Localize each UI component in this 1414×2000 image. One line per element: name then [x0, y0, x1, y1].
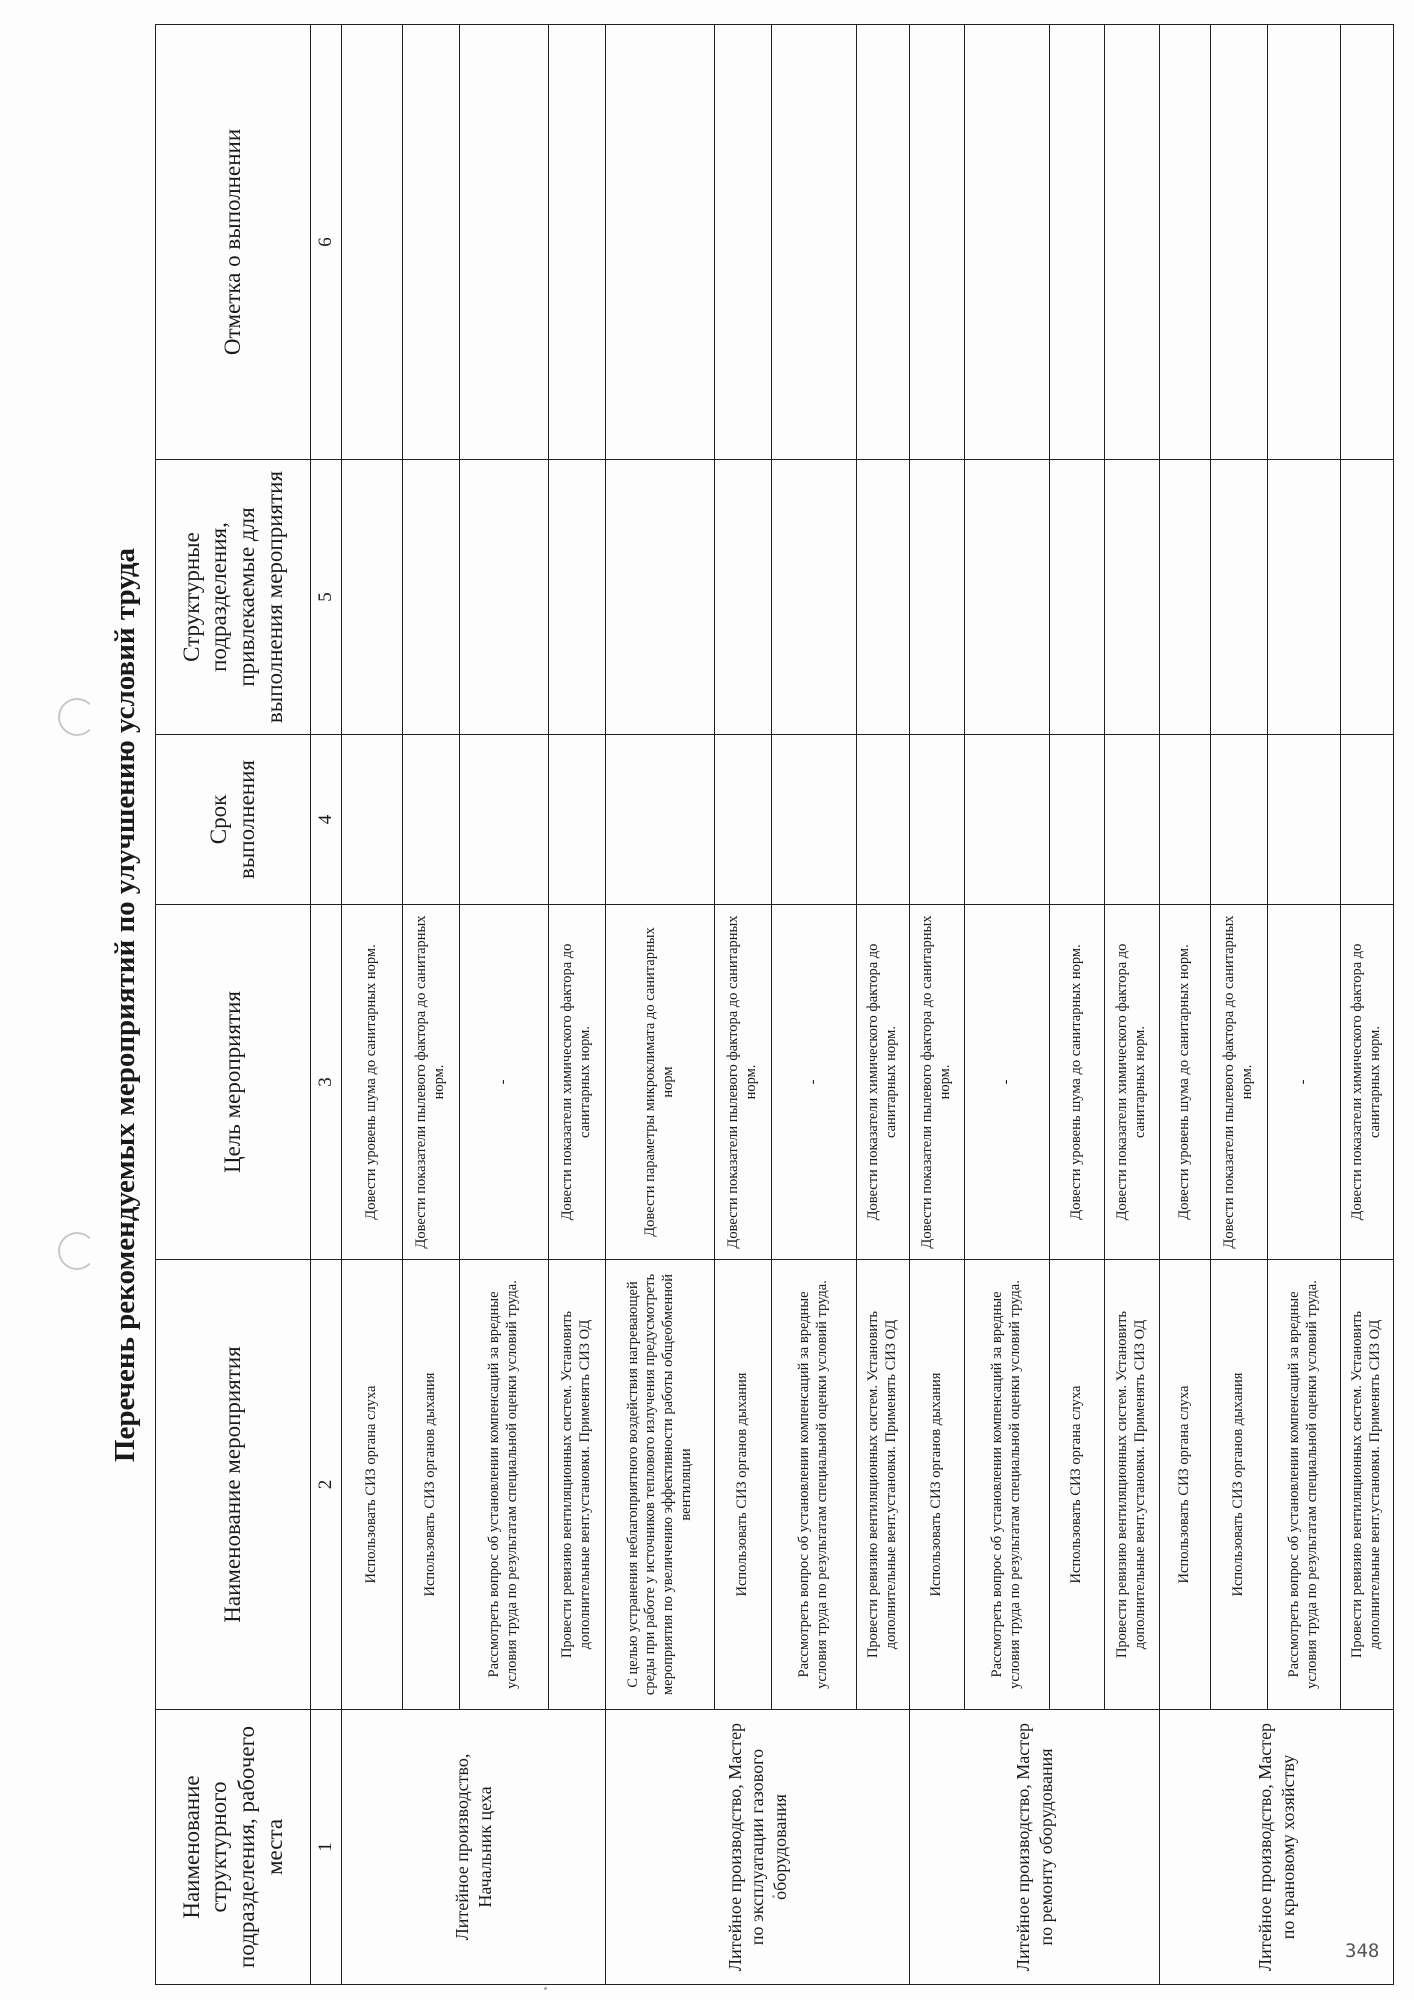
goal-cell: - — [965, 905, 1050, 1260]
mark-cell — [1160, 25, 1211, 460]
header-row — [156, 25, 311, 1985]
mark-cell — [1211, 25, 1268, 460]
goal-cell: Довести уровень шума до санитарных норм. — [1160, 905, 1211, 1260]
goal-cell: Довести показатели пылевого фактора до санитарных норм. — [910, 905, 965, 1260]
table-row — [460, 25, 549, 1985]
term-cell — [1268, 735, 1341, 905]
depts-cell — [1105, 460, 1160, 735]
header-mark: Отметка о выполнении — [156, 25, 311, 460]
mark-cell — [342, 25, 403, 460]
mark-cell — [857, 25, 910, 460]
mark-cell — [965, 25, 1050, 460]
measure-cell: Провести ревизию вентиляционных систем. Установить дополнительные вент.установки. Применять СИЗ ОД — [1341, 1260, 1394, 1710]
mark-cell — [1050, 25, 1105, 460]
measure-cell: Рассмотреть вопрос об установлении компенсаций за вредные условия труда по результатам специальной оценки условий труда. — [460, 1260, 549, 1710]
mark-cell — [606, 25, 715, 460]
term-cell — [715, 735, 772, 905]
column-number: 1 — [311, 1710, 342, 1985]
depts-cell — [1341, 460, 1394, 735]
depts-cell — [857, 460, 910, 735]
mark-cell — [549, 25, 606, 460]
punch-hole-mark — [58, 698, 96, 736]
table-row — [1105, 25, 1160, 1985]
page-number: 348 — [1345, 1940, 1380, 1962]
document-title: Перечень рекомендуемых мероприятий по улучшению условий труда — [109, 547, 141, 1463]
column-number: 4 — [311, 735, 342, 905]
mark-cell — [1105, 25, 1160, 460]
depts-cell — [342, 460, 403, 735]
measure-cell: Использовать СИЗ органов дыхания — [910, 1260, 965, 1710]
mark-cell — [772, 25, 857, 460]
column-number: 2 — [311, 1260, 342, 1710]
table-row — [715, 25, 772, 1985]
measure-cell: Использовать СИЗ органа слуха — [342, 1260, 403, 1710]
unit-name: Литейное производство, Мастер по крановому хозяйству — [1160, 1710, 1394, 1985]
goal-cell: Довести показатели химического фактора до санитарных норм. — [549, 905, 606, 1260]
measure-cell: Использовать СИЗ органов дыхания — [403, 1260, 460, 1710]
unit-name: Литейное производство, Начальник цеха — [342, 1710, 606, 1985]
table-row — [342, 25, 403, 1985]
depts-cell — [910, 460, 965, 735]
header-goal: Цель мероприятия — [156, 905, 311, 1260]
punch-hole-mark — [58, 1232, 96, 1270]
depts-cell — [772, 460, 857, 735]
table-row — [606, 25, 715, 1985]
table-row — [772, 25, 857, 1985]
column-number-row — [311, 25, 342, 1985]
mark-cell — [1341, 25, 1394, 460]
depts-cell — [403, 460, 460, 735]
goal-cell: - — [460, 905, 549, 1260]
mark-cell — [403, 25, 460, 460]
table-row — [910, 25, 965, 1985]
term-cell — [857, 735, 910, 905]
goal-cell: Довести уровень шума до санитарных норм. — [342, 905, 403, 1260]
measure-cell: С целью устранения неблагоприятного воздействия нагревающей среды при работе у источников теплового излучения предусмотреть мероприятия по увеличению эффективности работы общеобменной вентиляции — [606, 1260, 715, 1710]
goal-cell: Довести показатели химического фактора до санитарных норм. — [1105, 905, 1160, 1260]
goal-cell: Довести показатели пылевого фактора до санитарных норм. — [403, 905, 460, 1260]
measure-cell: Рассмотреть вопрос об установлении компенсаций за вредные условия труда по результатам специальной оценки условий труда. — [965, 1260, 1050, 1710]
goal-cell: - — [772, 905, 857, 1260]
depts-cell — [1268, 460, 1341, 735]
goal-cell: Довести показатели пылевого фактора до санитарных норм. — [1211, 905, 1268, 1260]
column-number: 3 — [311, 905, 342, 1260]
depts-cell — [715, 460, 772, 735]
goal-cell: Довести показатели пылевого фактора до санитарных норм. — [715, 905, 772, 1260]
measure-cell: Использовать СИЗ органов дыхания — [715, 1260, 772, 1710]
scan-speck — [544, 1987, 547, 1990]
term-cell — [1160, 735, 1211, 905]
unit-name: Литейное производство, Мастер по эксплуатации газового оборудования — [606, 1710, 910, 1985]
table-row — [857, 25, 910, 1985]
term-cell — [460, 735, 549, 905]
column-number: 6 — [311, 25, 342, 460]
measure-cell: Использовать СИЗ органа слуха — [1160, 1260, 1211, 1710]
table-row — [549, 25, 606, 1985]
goal-cell: Довести уровень шума до санитарных норм. — [1050, 905, 1105, 1260]
measure-cell: Провести ревизию вентиляционных систем. Установить дополнительные вент.установки. Применять СИЗ ОД — [1105, 1260, 1160, 1710]
mark-cell — [910, 25, 965, 460]
table-row — [1160, 25, 1211, 1985]
term-cell — [1341, 735, 1394, 905]
table-row — [1341, 25, 1394, 1985]
depts-cell — [606, 460, 715, 735]
term-cell — [910, 735, 965, 905]
depts-cell — [460, 460, 549, 735]
goal-cell: - — [1268, 905, 1341, 1260]
measure-cell: Провести ревизию вентиляционных систем. Установить дополнительные вент.установки. Применять СИЗ ОД — [549, 1260, 606, 1710]
table-row — [965, 25, 1050, 1985]
measure-cell: Использовать СИЗ органа слуха — [1050, 1260, 1105, 1710]
depts-cell — [1160, 460, 1211, 735]
term-cell — [549, 735, 606, 905]
depts-cell — [1211, 460, 1268, 735]
column-number: 5 — [311, 460, 342, 735]
header-unit: Наименование структурного подразделения, рабочего места — [156, 1710, 311, 1985]
depts-cell — [549, 460, 606, 735]
header-depts: Структурные подразделения, привлекаемые для выполнения мероприятия — [156, 460, 311, 735]
mark-cell — [715, 25, 772, 460]
table-row — [1211, 25, 1268, 1985]
goal-cell: Довести показатели химического фактора до санитарных норм. — [857, 905, 910, 1260]
table-row — [1268, 25, 1341, 1985]
depts-cell — [965, 460, 1050, 735]
goal-cell: Довести показатели химического фактора до санитарных норм. — [1341, 905, 1394, 1260]
header-term: Срок выполнения — [156, 735, 311, 905]
mark-cell — [460, 25, 549, 460]
depts-cell — [1050, 460, 1105, 735]
header-measure: Наименование мероприятия — [156, 1260, 311, 1710]
table-row — [1050, 25, 1105, 1985]
term-cell — [1211, 735, 1268, 905]
term-cell — [965, 735, 1050, 905]
term-cell — [1050, 735, 1105, 905]
term-cell — [342, 735, 403, 905]
measure-cell: Использовать СИЗ органов дыхания — [1211, 1260, 1268, 1710]
unit-name: Литейное производство, Мастер по ремонту оборудования — [910, 1710, 1160, 1985]
term-cell — [772, 735, 857, 905]
measure-cell: Рассмотреть вопрос об установлении компенсаций за вредные условия труда по результатам специальной оценки условий труда. — [1268, 1260, 1341, 1710]
goal-cell: Довести параметры микроклимата до санитарных норм — [606, 905, 715, 1260]
measure-cell: Провести ревизию вентиляционных систем. Установить дополнительные вент.установки. Применять СИЗ ОД — [857, 1260, 910, 1710]
term-cell — [1105, 735, 1160, 905]
term-cell — [403, 735, 460, 905]
table-row — [403, 25, 460, 1985]
term-cell — [606, 735, 715, 905]
mark-cell — [1268, 25, 1341, 460]
measure-cell: Рассмотреть вопрос об установлении компенсаций за вредные условия труда по результатам специальной оценки условий труда. — [772, 1260, 857, 1710]
